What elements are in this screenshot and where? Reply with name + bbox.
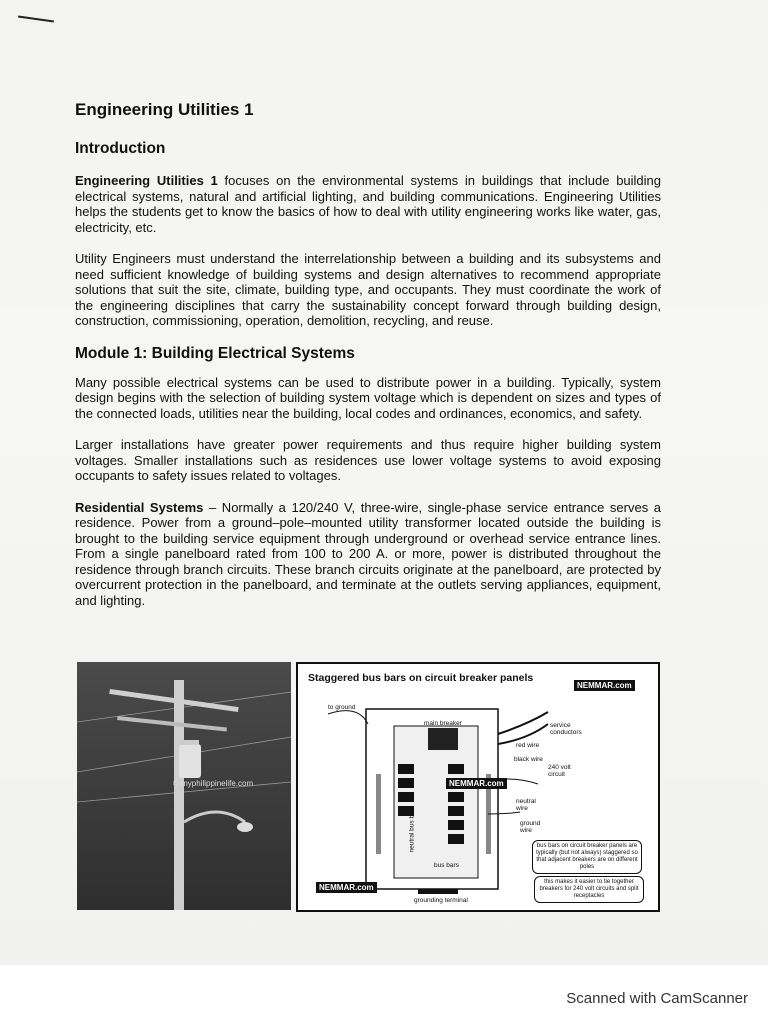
- document-title: Engineering Utilities 1: [75, 100, 254, 119]
- intro-paragraph-1: [75, 173, 661, 235]
- module-paragraph-1: Many possible electrical systems can be used to distribute power in a building. Typically, system design begins with the selection of building system voltage which is dependent on sizes and types of the connected loads, utilities near the building, local codes and ordinances, economics, and safety.: [75, 374, 661, 421]
- label-bus-bars: bus bars: [434, 862, 459, 869]
- bus-bar-note: bus bars on circuit breaker panels are typically (but not always) staggered so that adjacent breakers are on different poles: [532, 840, 642, 874]
- module-heading: Module 1: Building Electrical Systems: [75, 344, 355, 362]
- residential-bold-term: Residential Systems: [75, 499, 204, 515]
- label-red-wire: red wire: [516, 742, 540, 749]
- label-main-breaker: main breaker: [424, 720, 462, 727]
- nemmar-badge-center: NEMMAR.com: [446, 778, 507, 789]
- utility-pole-photo: [77, 662, 291, 910]
- nemmar-badge-bottom: NEMMAR.com: [316, 882, 377, 893]
- camscanner-footer: Scanned with CamScanner: [566, 990, 748, 1007]
- nemmar-badge-top: NEMMAR.com: [574, 680, 635, 691]
- residential-text: – Normally a 120/240 V, three-wire, single-phase service entrance serves a residence. Power from a ground–pole–mounted utility transformer located outside the building is brought to the building service equipment through underground or overhead service entrance lines. From a single panelboard rated from 100 to 200 A. or more, power is distributed throughout the residence through branch circuits. These branch circuits originate at the panelboard, are protected by overcurrent protection in the panelboard, and terminate at the outlets serving appliances, equipment, and lighting.: [75, 499, 661, 608]
- intro-heading: Introduction: [75, 140, 166, 157]
- document-body: [75, 100, 661, 624]
- tie-breakers-note: this makes it easier to tie together breakers for 240 volt circuits and split receptacles: [534, 876, 644, 903]
- figures-row: [77, 662, 658, 910]
- module-paragraph-3: [75, 500, 661, 609]
- label-service-conductors: service conductors: [550, 722, 582, 736]
- label-neutral-wire: neutral wire: [516, 798, 536, 812]
- intro-bold-term: Engineering Utilities 1: [75, 173, 218, 188]
- intro-p1-text: focuses on the environmental systems in buildings that include building electrical systems, natural and artificial lighting, and building communications. Engineering Utilities helps the students get to know the basics of how to deal with utility engineering works like water, gas, electricity, etc.: [75, 173, 662, 235]
- label-neutral-bus-bar: neutral bus bar: [408, 809, 416, 853]
- label-ground-wire: ground wire: [520, 820, 541, 834]
- label-black-wire: black wire: [514, 756, 543, 763]
- label-grounding-terminal: grounding terminal: [414, 897, 468, 904]
- intro-paragraph-2: Utility Engineers must understand the interrelationship between a building and its subsystems and need sufficient knowledge of building systems and design alternatives to recommend appropriate solutions that suit the site, climate, building type, and occupants. They must coordinate the work of the engineering disciplines that carry the sustainability concept forward through building design, construction, commissioning, operation, demolition, recycling, and reuse.: [75, 251, 661, 328]
- diagram-title: Staggered bus bars on circuit breaker panels: [308, 672, 534, 684]
- circuit-breaker-diagram: [296, 662, 660, 912]
- label-to-ground: to ground: [328, 704, 356, 711]
- photo-watermark: © myphilippinelife.com: [173, 779, 254, 788]
- module-paragraph-2: Larger installations have greater power requirements and thus require higher building system voltages. Smaller installations such as residences use lower voltage systems to avoid exposing occupants to safety issues related to voltages.: [75, 437, 661, 483]
- label-240-volt-circuit: 240 volt circuit: [548, 764, 571, 778]
